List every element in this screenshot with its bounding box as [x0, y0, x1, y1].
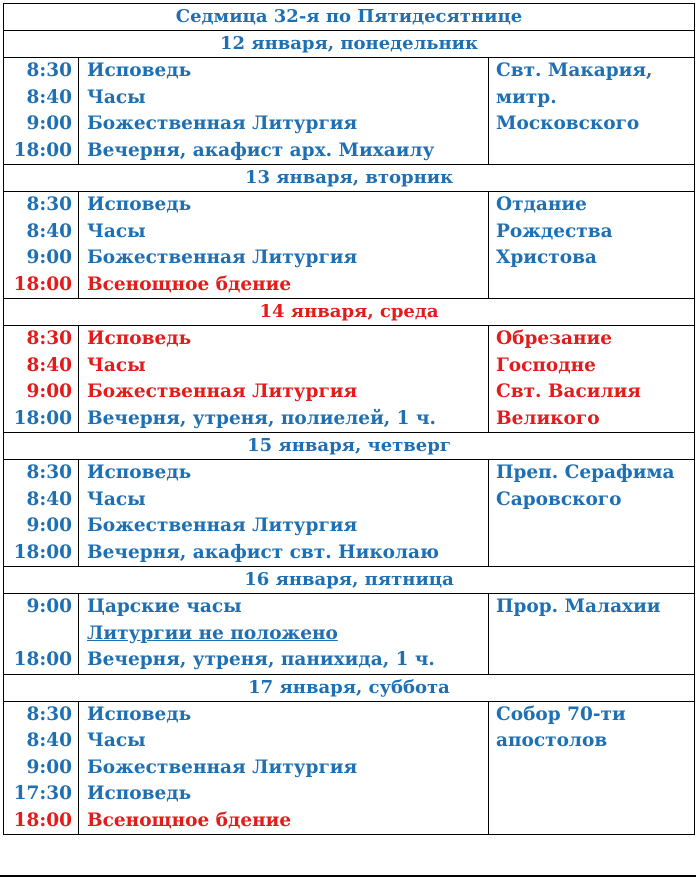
day-row [4, 594, 695, 675]
times-cell [4, 192, 79, 299]
service-name: Исповедь [87, 194, 192, 215]
day-date: 14 января, среда [4, 299, 695, 326]
times-cell [4, 594, 79, 675]
service-name: Часы [87, 488, 146, 510]
service-time: 9:00 [26, 596, 72, 617]
service-name: Исповедь [87, 703, 192, 725]
day-row [4, 58, 695, 165]
services-cell [79, 58, 489, 165]
service-name: Часы [87, 86, 146, 108]
service-name: Божественная Литургия [87, 756, 358, 778]
service-name: Вечерня, утреня, полиелей, 1 ч. [87, 407, 436, 429]
day-row [4, 326, 695, 433]
service-time: 8:30 [26, 60, 72, 81]
saint-line: Преп. Серафима [496, 462, 675, 483]
service-name: Литургии не положено [87, 622, 338, 644]
service-time: 8:40 [26, 220, 72, 242]
saint-cell [489, 326, 695, 433]
saint-line: апостолов [496, 730, 608, 751]
service-name: Исповедь [87, 783, 192, 804]
saint-line: Собор 70-ти [496, 703, 626, 725]
day-row [4, 460, 695, 567]
schedule-table [3, 3, 695, 835]
saint-line: Великого [496, 407, 600, 429]
service-name: Исповедь [87, 328, 192, 349]
service-name: Божественная Литургия [87, 113, 358, 134]
service-time: 17:30 [13, 783, 72, 804]
service-name: Исповедь [87, 462, 192, 483]
saint-cell [489, 460, 695, 567]
saint-line: Свт. Василия [496, 381, 641, 402]
service-name: Божественная Литургия [87, 381, 358, 402]
service-time: 8:30 [26, 194, 72, 215]
service-time: 9:00 [26, 113, 72, 134]
saint-line: Московского [496, 113, 640, 134]
services-cell [79, 192, 489, 299]
service-time: 9:00 [26, 381, 72, 402]
service-name: Всенощное бдение [87, 273, 292, 295]
service-name: Часы [87, 730, 146, 751]
saint-line: Отдание [496, 194, 587, 215]
saint-line: Саровского [496, 488, 622, 510]
times-cell [4, 58, 79, 165]
day-date: 12 января, понедельник [4, 31, 695, 58]
services-cell [79, 326, 489, 433]
service-time: 8:40 [26, 354, 72, 376]
day-header-row [4, 674, 695, 701]
saint-cell [489, 701, 695, 835]
service-time: 8:30 [26, 328, 72, 349]
day-date: 15 января, четверг [4, 433, 695, 460]
day-header-row [4, 299, 695, 326]
service-time: 8:30 [26, 703, 72, 725]
saint-line: митр. [496, 86, 557, 108]
service-name: Вечерня, акафист свт. Николаю [87, 541, 440, 563]
saint-line: Свт. Макария, [496, 60, 653, 81]
service-time: 18:00 [13, 407, 72, 429]
times-cell [4, 701, 79, 835]
service-name: Часы [87, 220, 146, 242]
times-cell [4, 460, 79, 567]
service-time: 18:00 [13, 273, 72, 295]
services-cell [79, 594, 489, 675]
day-date: 16 января, пятница [4, 567, 695, 594]
services-cell [79, 701, 489, 835]
week-title-row [4, 4, 695, 31]
service-time: 8:40 [26, 488, 72, 510]
saint-cell [489, 594, 695, 675]
service-name: Вечерня, акафист арх. Михаилу [87, 139, 435, 161]
saint-cell [489, 192, 695, 299]
saint-line: Обрезание [496, 328, 612, 349]
schedule-body [4, 4, 695, 835]
services-cell [79, 460, 489, 567]
service-time: 8:40 [26, 86, 72, 108]
service-time: 18:00 [13, 139, 72, 161]
service-time: 9:00 [26, 247, 72, 268]
service-time: 8:40 [26, 730, 72, 751]
saint-line: Господне [496, 354, 596, 376]
week-title: Седмица 32-я по Пятидесятнице [4, 4, 695, 31]
service-time: 18:00 [13, 649, 72, 670]
service-time: 18:00 [13, 809, 72, 831]
day-date: 13 января, вторник [4, 165, 695, 192]
day-header-row [4, 433, 695, 460]
service-time: 18:00 [13, 541, 72, 563]
day-row [4, 701, 695, 835]
service-name: Исповедь [87, 60, 192, 81]
service-time: 9:00 [26, 756, 72, 778]
saint-cell [489, 58, 695, 165]
day-date: 17 января, суббота [4, 674, 695, 701]
service-name: Всенощное бдение [87, 809, 292, 831]
day-header-row [4, 31, 695, 58]
times-cell [4, 326, 79, 433]
service-name: Царские часы [87, 596, 242, 617]
service-time: 8:30 [26, 462, 72, 483]
service-time: 9:00 [26, 515, 72, 536]
saint-line: Прор. Малахии [496, 596, 661, 617]
day-header-row [4, 165, 695, 192]
service-name: Вечерня, утреня, панихида, 1 ч. [87, 649, 435, 670]
service-name: Божественная Литургия [87, 247, 358, 268]
service-name: Божественная Литургия [87, 515, 358, 536]
service-time [4, 621, 72, 648]
day-row [4, 192, 695, 299]
saint-line: Рождества [496, 220, 613, 242]
service-name: Часы [87, 354, 146, 376]
saint-line: Христова [496, 247, 597, 268]
day-header-row [4, 567, 695, 594]
